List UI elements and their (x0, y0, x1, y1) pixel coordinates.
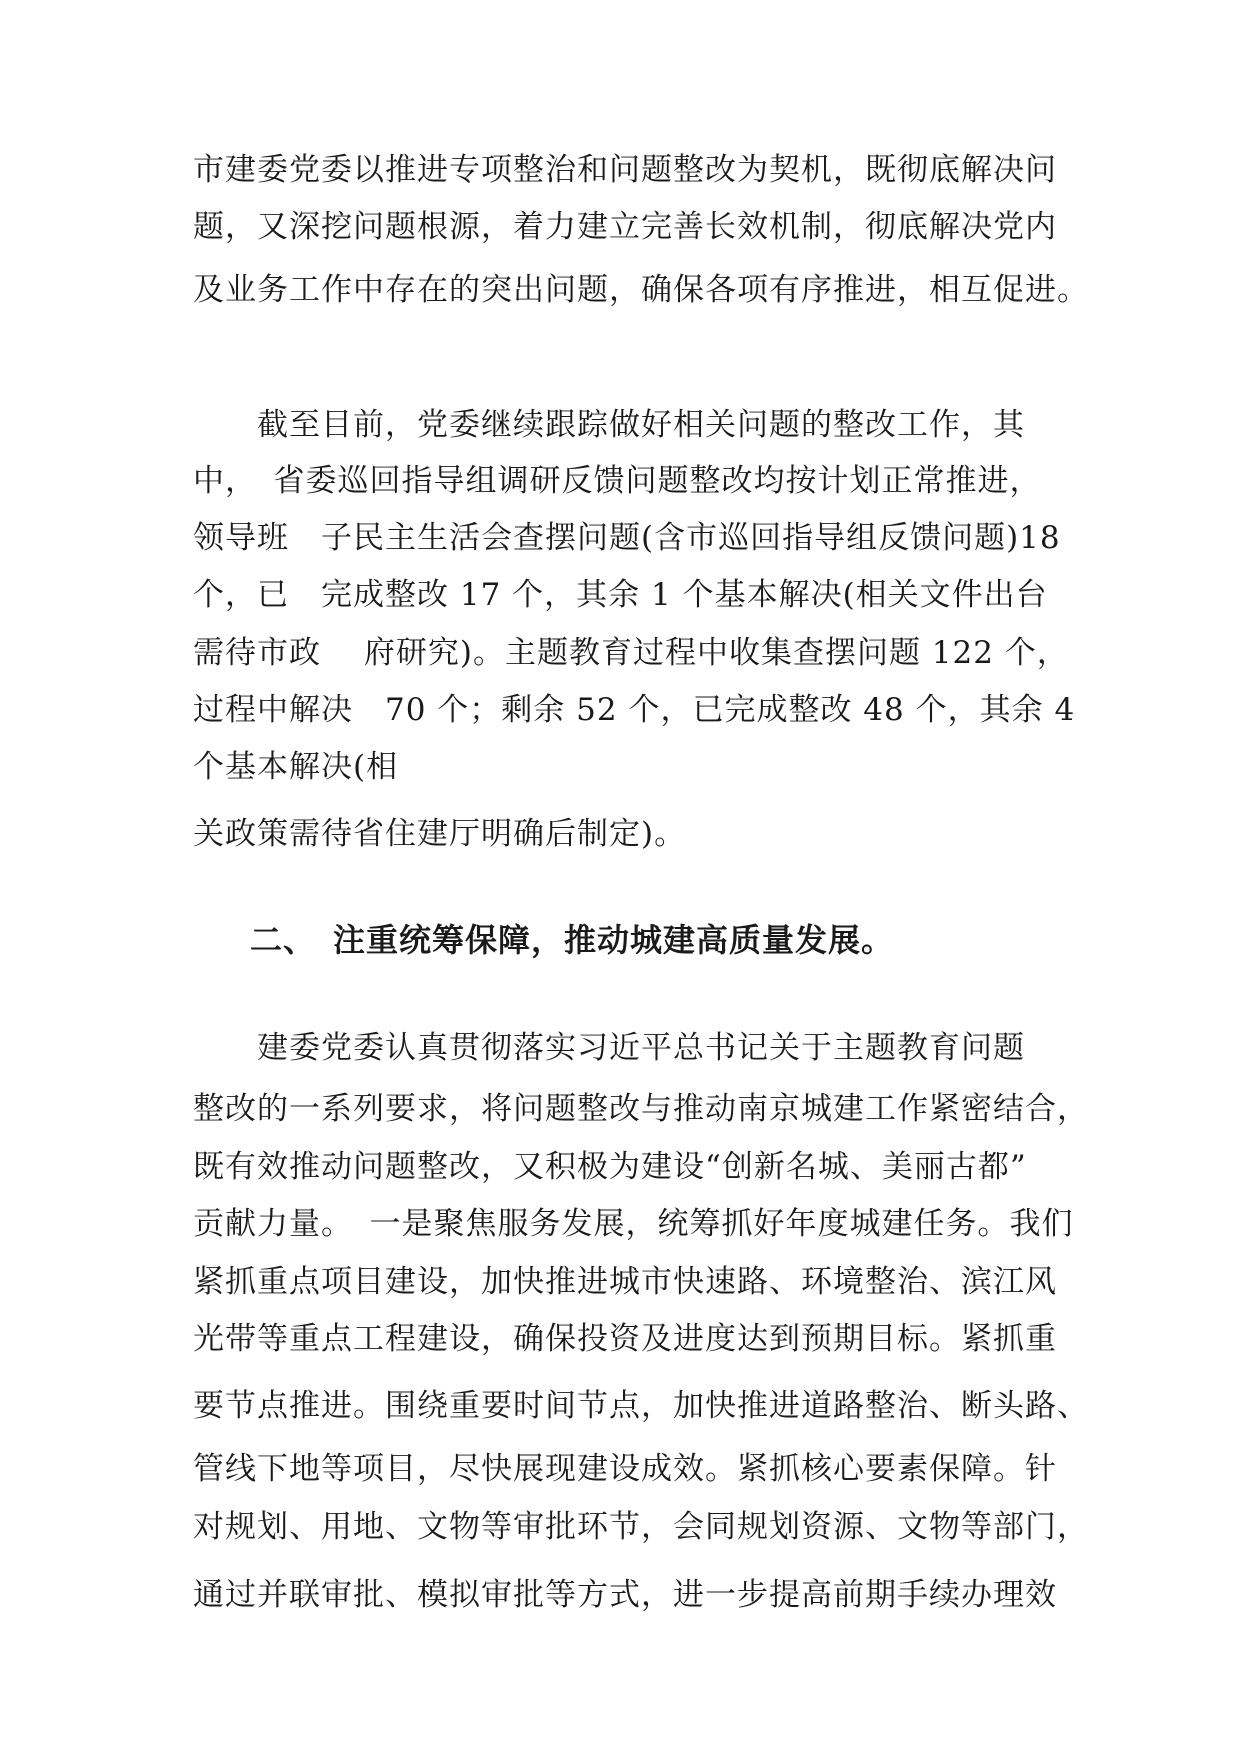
paragraph-3-line-4: 贡献力量。 一是聚焦服务发展，统筹抓好年度城建任务。我们 (193, 1206, 1074, 1242)
paragraph-3-line-7: 要节点推进。围绕重要时间节点，加快推进道路整治、断头路、 (193, 1388, 1089, 1424)
paragraph-2-line-4: 个，已 完成整改 17 个，其余 1 个基本解决(相关文件出台 (193, 577, 1048, 613)
paragraph-3-line-6: 光带等重点工程建设，确保投资及进度达到预期目标。紧抓重 (193, 1321, 1057, 1357)
paragraph-3-line-5: 紧抓重点项目建设，加快推进城市快速路、环境整治、滨江风 (193, 1264, 1057, 1300)
paragraph-2-line-2: 中， 省委巡回指导组调研反馈问题整改均按计划正常推进， (193, 463, 1042, 499)
paragraph-3-line-1: 建委党委认真贯彻落实习近平总书记关于主题教育问题 (193, 1030, 1025, 1066)
paragraph-1-line-2: 题，又深挖问题根源，着力建立完善长效机制，彻底解决党内 (193, 209, 1057, 245)
paragraph-1-line-1: 市建委党委以推进专项整治和问题整改为契机，既彻底解决问 (193, 152, 1057, 188)
paragraph-2-line-7: 个基本解决(相 (193, 749, 399, 785)
paragraph-2-line-5: 需待市政 府研究)。主题教育过程中收集查摆问题 122 个， (193, 635, 1069, 671)
paragraph-2-line-3: 领导班 子民主生活会查摆问题(含市巡回指导组反馈问题)18 (193, 520, 1061, 556)
paragraph-3-line-9: 对规划、用地、文物等审批环节，会同规划资源、文物等部门， (193, 1509, 1089, 1545)
paragraph-3-line-3: 既有效推动问题整改，又积极为建设“创新名城、美丽古都” (193, 1149, 1027, 1185)
paragraph-2-line-1: 截至目前，党委继续跟踪做好相关问题的整改工作，其 (193, 407, 1025, 443)
paragraph-3-line-10: 通过并联审批、模拟审批等方式，进一步提高前期手续办理效 (193, 1577, 1057, 1613)
paragraph-3-line-8: 管线下地等项目，尽快展现建设成效。紧抓核心要素保障。针 (193, 1451, 1057, 1487)
paragraph-2-line-8: 关政策需待省住建厅明确后制定)。 (193, 816, 687, 852)
paragraph-2-line-6: 过程中解决 70 个；剩余 52 个，已完成整改 48 个，其余 4 (193, 692, 1076, 728)
paragraph-3-line-2: 整改的一系列要求，将问题整改与推动南京城建工作紧密结合， (193, 1091, 1089, 1127)
section-heading: 二、 注重统筹保障，推动城建高质量发展。 (250, 921, 895, 959)
paragraph-1-line-3: 及业务工作中存在的突出问题，确保各项有序推进，相互促进。 (193, 272, 1089, 308)
